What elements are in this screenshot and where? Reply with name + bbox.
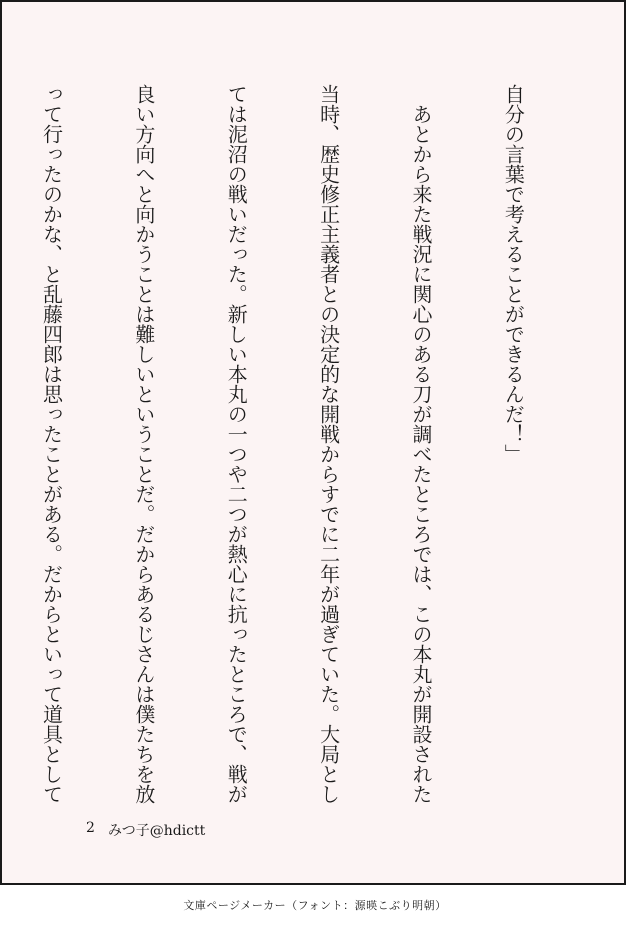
text-line: 当時、歴史修正主義者との決定的な開戦からすでに二年が過ぎていた。大局とし: [316, 84, 341, 804]
text-line: って行ったのかな、と乱藤四郎は思ったことがある。だからといって道具として: [39, 84, 64, 804]
text-line: 良い方向へと向かうことは難しいということだ。だからあるじさんは僕たちを放: [131, 84, 156, 804]
text-line: ては泥沼の戦いだった。新しい本丸の一つや二つが熱心に抗ったところで、戦が: [224, 84, 249, 804]
generator-caption: 文庫ページメーカー（フォント：源暎こぶり明朝）: [183, 899, 447, 912]
text-line: 自分の言葉で考えることができるんだ！」: [501, 84, 526, 464]
page-number: 2: [86, 820, 95, 836]
text-line: あとから来た戦況に関心のある刀が調べたところでは、この本丸が開設された: [409, 84, 434, 804]
author-handle: みつ子@hdictt: [108, 823, 206, 839]
vertical-text-body: [0, 84, 590, 819]
